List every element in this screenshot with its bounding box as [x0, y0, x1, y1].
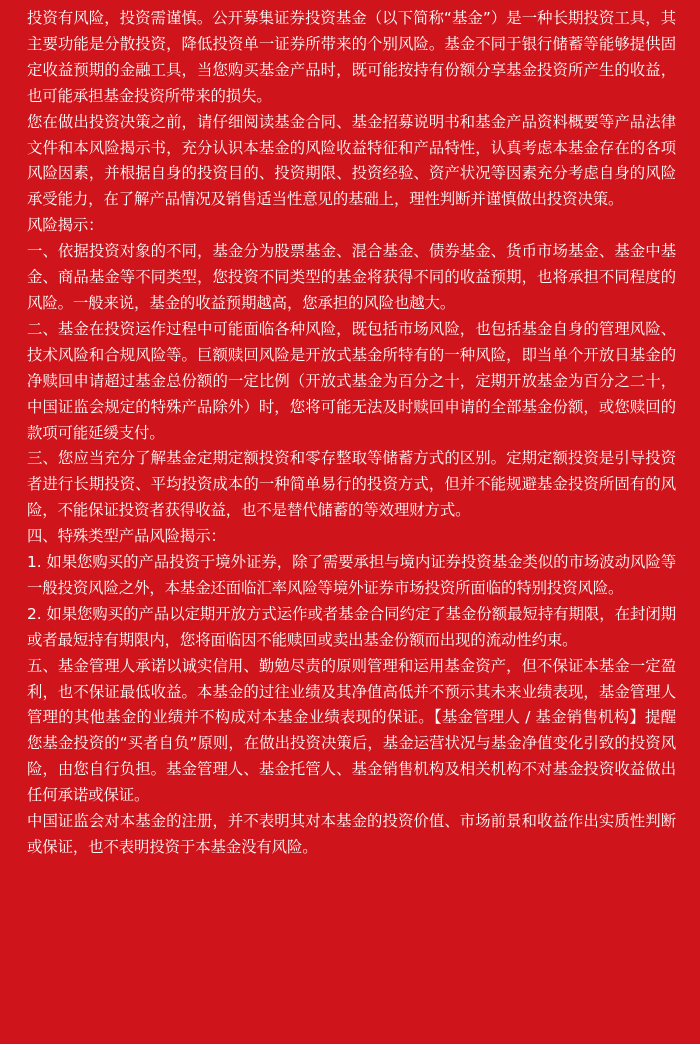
paragraph-intro: 投资有风险，投资需谨慎。公开募集证券投资基金（以下简称“基金”）是一种长期投资工具，其主要功能是分散投资，降低投资单一证券所带来的个别风险。基金不同于银行储蓄等能够提供固定收益预期的金融工具，当您购买基金产品时，既可能按持有份额分享基金投资所产生的收益，也可能承担基金投资所带来的损失。: [27, 9, 676, 105]
paragraph-item-4-1-overseas: 1. 如果您购买的产品投资于境外证券，除了需要承担与境内证券投资基金类似的市场波动风险等一般投资风险之外，本基金还面临汇率风险等境外证券市场投资所面临的特别投资风险。: [27, 553, 676, 597]
paragraph-item-2-operational-risks: 二、基金在投资运作过程中可能面临各种风险，既包括市场风险，也包括基金自身的管理风险、技术风险和合规风险等。巨额赎回风险是开放式基金所特有的一种风险，即当单个开放日基金的净赎回申请超过基金总份额的一定比例（开放式基金为百分之十，定期开放基金为百分之二十，中国证监会规定的特殊产品除外）时，您将可能无法及时赎回申请的全部基金份额，或您赎回的款项可能延缓支付。: [27, 319, 676, 442]
section-heading-risk-disclosure: 风险揭示：: [27, 216, 104, 235]
paragraph-item-5-manager-commitment: 五、基金管理人承诺以诚实信用、勤勉尽责的原则管理和运用基金资产，但不保证本基金一定盈利，也不保证最低收益。本基金的过往业绩及其净值高低并不预示其未来业绩表现，基金管理人管理的其他基金的业绩并不构成对本基金业绩表现的保证。【基金管理人 / 基金销售机构】提醒您基金投资的“买者自负”原则，在做出投资决策后，基金运营状况与基金净值变化引致的投资风险，由您自行负担。基金管理人、基金托管人、基金销售机构及相关机构不对基金投资收益做出任何承诺或保证。: [27, 656, 676, 805]
paragraph-item-3-fixed-investment: 三、您应当充分了解基金定期定额投资和零存整取等储蓄方式的区别。定期定额投资是引导投资者进行长期投资、平均投资成本的一种简单易行的投资方式，但并不能规避基金投资所固有的风险，不能保证投资者获得收益，也不是替代储蓄的等效理财方式。: [27, 449, 676, 520]
paragraph-csrc-registration: 中国证监会对本基金的注册，并不表明其对本基金的投资价值、市场前景和收益作出实质性判断或保证，也不表明投资于本基金没有风险。: [27, 812, 676, 856]
paragraph-item-4-2-holding-period: 2. 如果您购买的产品以定期开放方式运作或者基金合同约定了基金份额最短持有期限，在封闭期或者最短持有期限内，您将面临因不能赎回或卖出基金份额而出现的流动性约束。: [27, 604, 676, 649]
paragraph-item-4-special-products-heading: 四、特殊类型产品风险揭示：: [27, 527, 226, 546]
paragraph-reading-advice: 您在做出投资决策之前，请仔细阅读基金合同、基金招募说明书和基金产品资料概要等产品法律文件和本风险揭示书，充分认识本基金的风险收益特征和产品特性，认真考虑本基金存在的各项风险因素，并根据自身的投资目的、投资期限、投资经验、资产状况等因素充分考虑自身的风险承受能力，在了解产品情况及销售适当性意见的基础上，理性判断并谨慎做出投资决策。: [27, 112, 676, 209]
paragraph-item-1-fund-types: 一、依据投资对象的不同，基金分为股票基金、混合基金、债券基金、货币市场基金、基金中基金、商品基金等不同类型，您投资不同类型的基金将获得不同的收益预期，也将承担不同程度的风险。一般来说，基金的收益预期越高，您承担的风险也越大。: [27, 242, 676, 312]
